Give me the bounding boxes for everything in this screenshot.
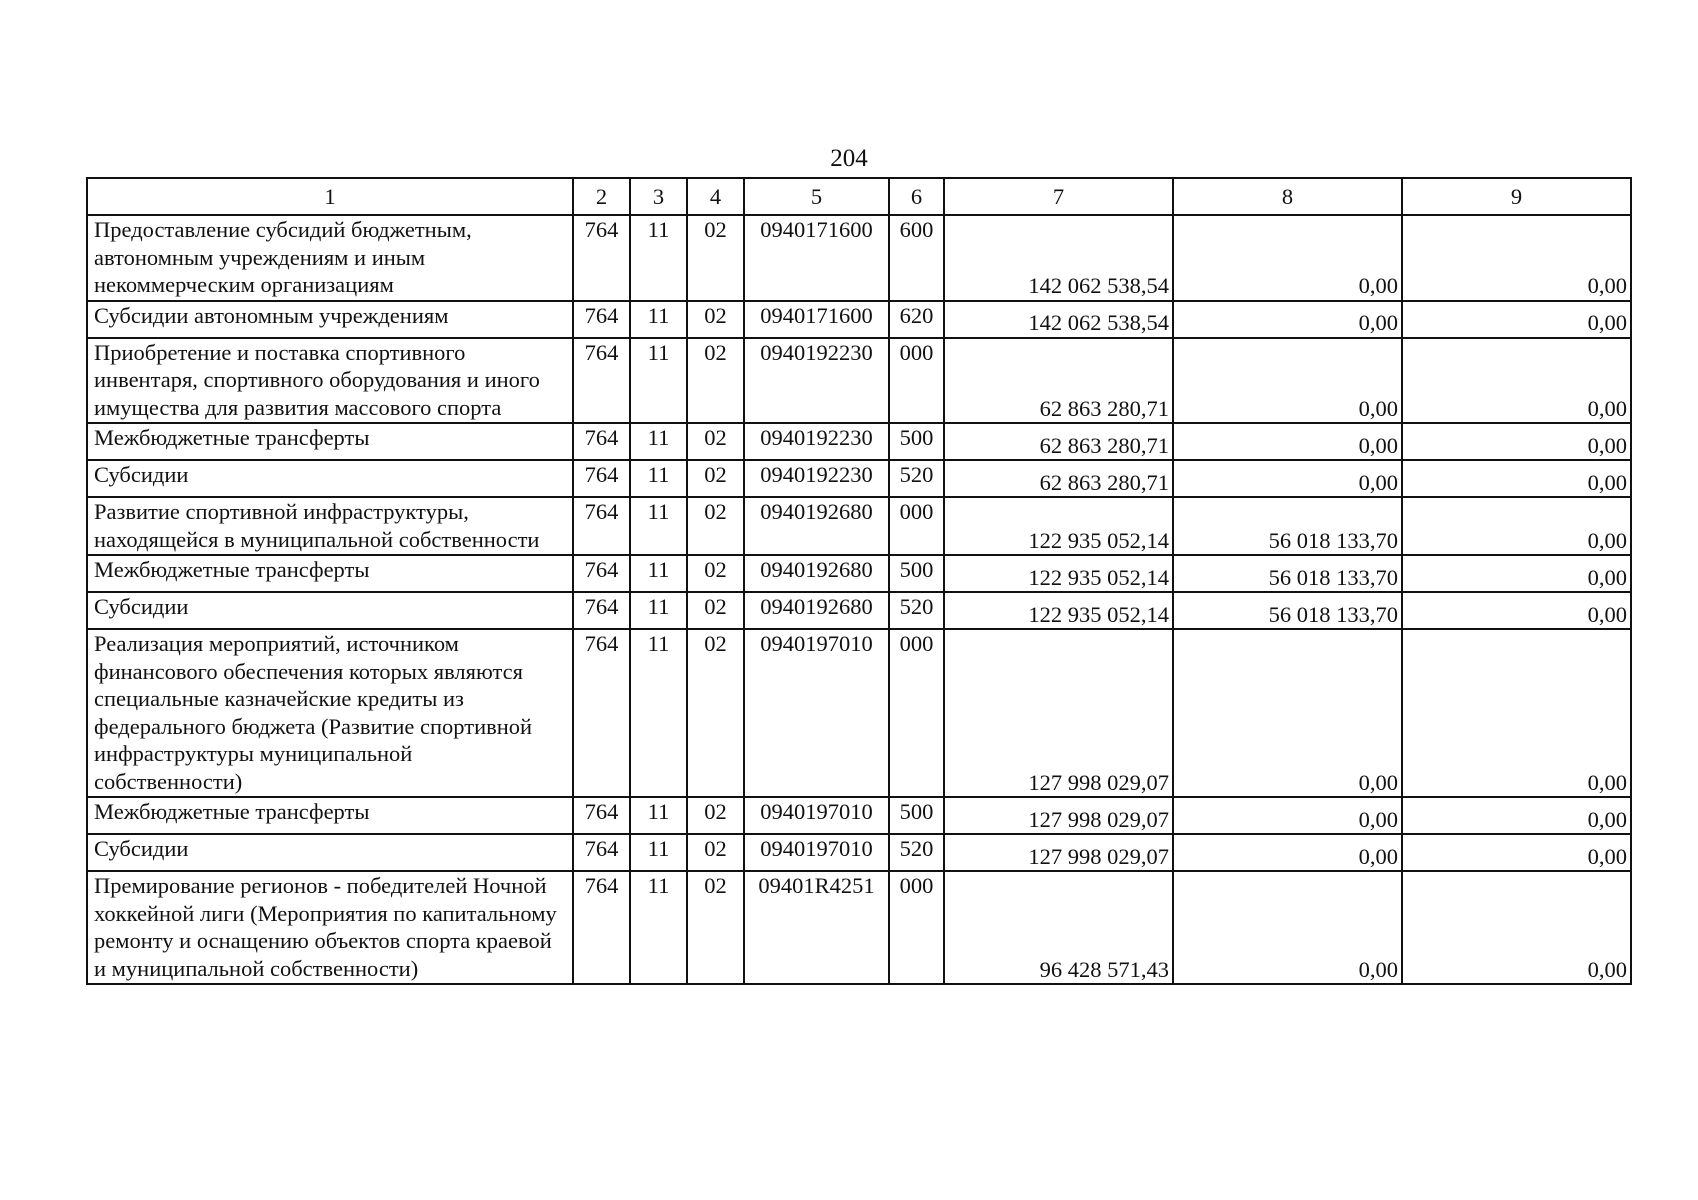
row-col-3: 11 — [630, 423, 687, 460]
row-amount-8: 0,00 — [1173, 460, 1402, 497]
row-col-4: 02 — [687, 497, 744, 555]
table-row — [87, 338, 1631, 424]
row-col-5: 0940192230 — [744, 460, 889, 497]
row-col-2: 764 — [573, 301, 630, 338]
row-col-3: 11 — [630, 338, 687, 424]
row-name: Субсидии — [87, 834, 573, 871]
row-amount-8: 0,00 — [1173, 797, 1402, 834]
row-col-6: 000 — [889, 629, 944, 797]
table-row — [87, 301, 1631, 338]
row-amount-8: 56 018 133,70 — [1173, 592, 1402, 629]
row-amount-8: 0,00 — [1173, 301, 1402, 338]
row-col-3: 11 — [630, 592, 687, 629]
row-col-6: 500 — [889, 797, 944, 834]
row-amount-7: 142 062 538,54 — [944, 301, 1173, 338]
row-name: Реализация мероприятий, источником финансового обеспечения которых являются специальные казначейские кредиты из федерального бюджета (Развитие спортивной инфраструктуры муниципальной собственности) — [87, 629, 573, 797]
row-amount-9: 0,00 — [1402, 423, 1631, 460]
row-col-5: 0940171600 — [744, 301, 889, 338]
row-col-3: 11 — [630, 215, 687, 301]
header-col-7: 7 — [944, 178, 1173, 215]
row-amount-7: 62 863 280,71 — [944, 423, 1173, 460]
row-col-5: 0940197010 — [744, 629, 889, 797]
row-col-4: 02 — [687, 871, 744, 984]
table-row — [87, 460, 1631, 497]
row-col-4: 02 — [687, 215, 744, 301]
row-col-3: 11 — [630, 555, 687, 592]
row-amount-7: 122 935 052,14 — [944, 497, 1173, 555]
row-col-6: 520 — [889, 592, 944, 629]
row-amount-9: 0,00 — [1402, 592, 1631, 629]
row-name: Субсидии — [87, 592, 573, 629]
row-amount-8: 0,00 — [1173, 871, 1402, 984]
row-col-3: 11 — [630, 797, 687, 834]
row-amount-7: 127 998 029,07 — [944, 797, 1173, 834]
row-col-4: 02 — [687, 797, 744, 834]
row-col-3: 11 — [630, 301, 687, 338]
header-col-6: 6 — [889, 178, 944, 215]
header-col-2: 2 — [573, 178, 630, 215]
row-name: Премирование регионов - победителей Ночной хоккейной лиги (Мероприятия по капитальному ремонту и оснащению объектов спорта краевой и муниципальной собственности) — [87, 871, 573, 984]
row-amount-9: 0,00 — [1402, 871, 1631, 984]
row-col-2: 764 — [573, 460, 630, 497]
row-amount-9: 0,00 — [1402, 460, 1631, 497]
header-col-1: 1 — [87, 178, 573, 215]
row-col-5: 0940192230 — [744, 338, 889, 424]
row-col-2: 764 — [573, 629, 630, 797]
row-col-4: 02 — [687, 460, 744, 497]
row-amount-7: 62 863 280,71 — [944, 338, 1173, 424]
row-col-6: 620 — [889, 301, 944, 338]
table-row — [87, 497, 1631, 555]
header-col-5: 5 — [744, 178, 889, 215]
row-amount-8: 0,00 — [1173, 834, 1402, 871]
table-row — [87, 555, 1631, 592]
row-col-5: 0940197010 — [744, 834, 889, 871]
row-col-2: 764 — [573, 423, 630, 460]
row-name: Межбюджетные трансферты — [87, 797, 573, 834]
row-col-4: 02 — [687, 301, 744, 338]
row-amount-9: 0,00 — [1402, 497, 1631, 555]
row-col-6: 520 — [889, 460, 944, 497]
table-row — [87, 592, 1631, 629]
row-amount-9: 0,00 — [1402, 797, 1631, 834]
row-col-2: 764 — [573, 871, 630, 984]
row-amount-7: 122 935 052,14 — [944, 555, 1173, 592]
table-row — [87, 797, 1631, 834]
row-name: Предоставление субсидий бюджетным, автономным учреждениям и иным некоммерческим организациям — [87, 215, 573, 301]
row-col-6: 520 — [889, 834, 944, 871]
row-col-6: 000 — [889, 871, 944, 984]
row-col-6: 600 — [889, 215, 944, 301]
row-amount-7: 62 863 280,71 — [944, 460, 1173, 497]
row-col-6: 500 — [889, 555, 944, 592]
table-row — [87, 834, 1631, 871]
row-name: Межбюджетные трансферты — [87, 423, 573, 460]
row-amount-7: 127 998 029,07 — [944, 834, 1173, 871]
row-amount-8: 0,00 — [1173, 338, 1402, 424]
header-col-3: 3 — [630, 178, 687, 215]
row-col-6: 000 — [889, 497, 944, 555]
row-col-2: 764 — [573, 834, 630, 871]
header-col-8: 8 — [1173, 178, 1402, 215]
row-amount-9: 0,00 — [1402, 834, 1631, 871]
row-col-4: 02 — [687, 423, 744, 460]
table-row — [87, 629, 1631, 797]
row-col-6: 500 — [889, 423, 944, 460]
table-row — [87, 215, 1631, 301]
row-name: Межбюджетные трансферты — [87, 555, 573, 592]
row-amount-8: 0,00 — [1173, 215, 1402, 301]
table-body — [87, 215, 1631, 984]
row-name: Развитие спортивной инфраструктуры, находящейся в муниципальной собственности — [87, 497, 573, 555]
row-name: Субсидии — [87, 460, 573, 497]
row-col-3: 11 — [630, 629, 687, 797]
row-amount-9: 0,00 — [1402, 301, 1631, 338]
row-col-2: 764 — [573, 592, 630, 629]
row-col-5: 0940192680 — [744, 497, 889, 555]
row-col-5: 0940192230 — [744, 423, 889, 460]
row-col-5: 0940197010 — [744, 797, 889, 834]
row-col-4: 02 — [687, 834, 744, 871]
row-col-3: 11 — [630, 497, 687, 555]
row-col-5: 09401R4251 — [744, 871, 889, 984]
row-col-2: 764 — [573, 338, 630, 424]
row-amount-8: 0,00 — [1173, 629, 1402, 797]
row-amount-9: 0,00 — [1402, 629, 1631, 797]
row-col-2: 764 — [573, 797, 630, 834]
header-col-9: 9 — [1402, 178, 1631, 215]
table-header-row — [87, 178, 1631, 215]
row-col-4: 02 — [687, 592, 744, 629]
row-amount-7: 127 998 029,07 — [944, 629, 1173, 797]
page-number: 204 — [830, 145, 868, 172]
row-amount-7: 96 428 571,43 — [944, 871, 1173, 984]
row-amount-8: 56 018 133,70 — [1173, 555, 1402, 592]
row-col-4: 02 — [687, 555, 744, 592]
row-col-2: 764 — [573, 215, 630, 301]
row-col-2: 764 — [573, 497, 630, 555]
row-amount-8: 0,00 — [1173, 423, 1402, 460]
row-col-3: 11 — [630, 871, 687, 984]
row-amount-7: 122 935 052,14 — [944, 592, 1173, 629]
row-col-6: 000 — [889, 338, 944, 424]
header-col-4: 4 — [687, 178, 744, 215]
budget-table — [86, 177, 1632, 985]
row-col-5: 0940171600 — [744, 215, 889, 301]
row-col-5: 0940192680 — [744, 592, 889, 629]
row-col-3: 11 — [630, 460, 687, 497]
row-amount-8: 56 018 133,70 — [1173, 497, 1402, 555]
row-col-5: 0940192680 — [744, 555, 889, 592]
table-row — [87, 423, 1631, 460]
row-col-2: 764 — [573, 555, 630, 592]
row-col-3: 11 — [630, 834, 687, 871]
row-amount-9: 0,00 — [1402, 338, 1631, 424]
row-col-4: 02 — [687, 338, 744, 424]
row-name: Субсидии автономным учреждениям — [87, 301, 573, 338]
table-row — [87, 871, 1631, 984]
row-col-4: 02 — [687, 629, 744, 797]
row-name: Приобретение и поставка спортивного инвентаря, спортивного оборудования и иного имущества для развития массового спорта — [87, 338, 573, 424]
row-amount-9: 0,00 — [1402, 555, 1631, 592]
row-amount-9: 0,00 — [1402, 215, 1631, 301]
row-amount-7: 142 062 538,54 — [944, 215, 1173, 301]
